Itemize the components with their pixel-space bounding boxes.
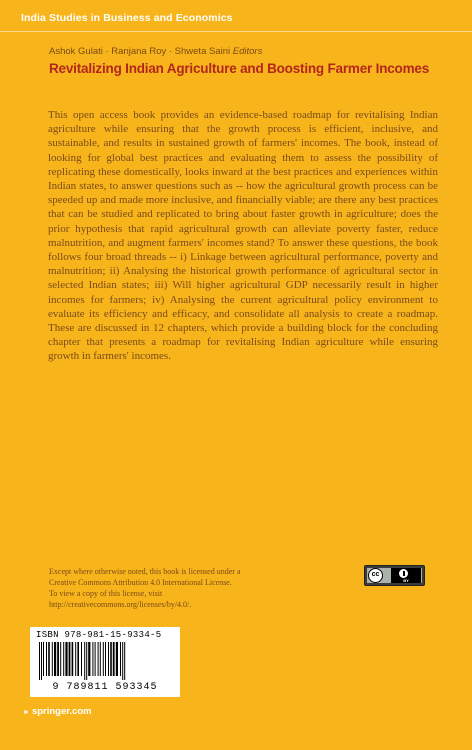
by-icon [391,568,421,583]
barcode-digits: 9 789811 593345 [52,682,158,693]
license-line-1: Except where otherwise noted, this book is licensed under a [49,567,241,576]
license-line-2: Creative Commons Attribution 4.0 International License. [49,578,232,587]
publisher-name: springer.com [31,706,92,717]
license-url: http://creativecommons.org/licenses/by/4.0/. [49,600,192,609]
license-notice [49,566,309,610]
editors-line [49,46,262,57]
person-icon [399,569,408,578]
isbn-label: ISBN 978-981-15-9334-5 [36,630,162,640]
isbn-barcode [30,627,180,697]
book-title: Revitalizing Indian Agriculture and Boosting Farmer Incomes [49,61,430,76]
book-abstract: This open access book provides an evidence-based roadmap for revitalising Indian agriculture while ensuring that the growth process is efficient, inclusive, and sustainable, and results in sustained growth of farmers' incomes. The book, instead of looking for global best practices and evaluating them to assess the possibility of replicating these domestically, looks inward at the best practices and experiences within Indian states, to answer questions such as -- how the agricultural growth process can be speeded up and made more inclusive, and financially viable; are there any best practices that can be studied and replicated to bring about faster growth in agriculture; does the prior hypothesis that rapid agricultural growth can alleviate poverty faster, reduce malnutrition, and augment farmers' incomes stand? To answer these questions, the book follows four broad threads -- i) Linkage between agricultural performance, poverty and malnutrition; ii) Analysing the historical growth performance of agricultural sector in selected Indian states; iii) Will higher agricultural GDP necessarily result in higher incomes for farmers; iv) Analysing the current agricultural policy environment to evaluate its efficiency and efficacy, and consolidate all analysis to create a roadmap. These are discussed in 12 chapters, which provide a building block for the concluding chapter that presents a roadmap for revitalising Indian agriculture while ensuring growth in farmers' incomes. [48,109,438,363]
arrow-right-icon: ► [23,709,30,716]
editors-tag: Editors [232,46,263,57]
editor-names: Ashok Gulati · Ranjana Roy · Shweta Saini [49,46,231,57]
cc-by-license-icon [364,565,425,586]
license-line-3: To view a copy of this license, visit [49,589,163,598]
series-title: India Studies in Business and Economics [21,12,233,24]
by-label: BY [403,578,409,583]
cc-icon: cc [368,568,383,583]
header-divider [0,31,472,32]
publisher-link[interactable] [23,706,92,717]
barcode-bars [39,642,171,680]
